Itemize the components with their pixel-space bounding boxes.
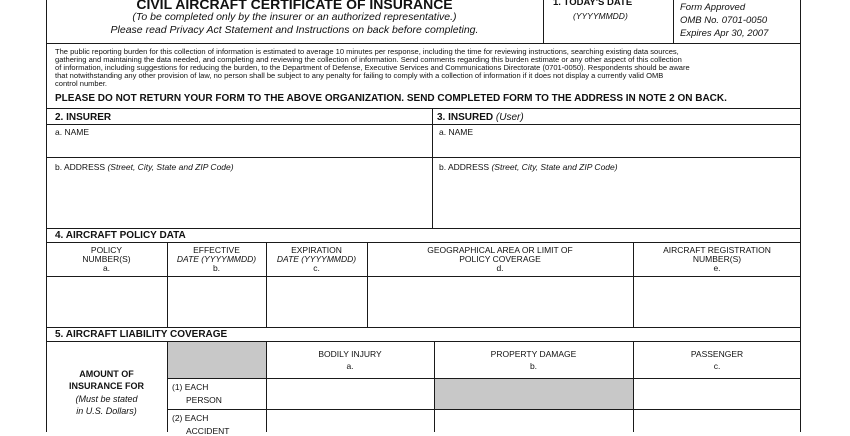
liability-heading: 5. AIRCRAFT LIABILITY COVERAGE	[55, 329, 228, 340]
section-rule	[46, 228, 801, 229]
form-left-border	[46, 0, 47, 432]
geographical-area-header: GEOGRAPHICAL AREA OR LIMIT OF	[427, 245, 573, 255]
expiration-date-header: EXPIRATION	[291, 245, 342, 255]
insured-address-label: b. ADDRESS	[439, 162, 490, 172]
expiration-date-field[interactable]	[267, 277, 366, 326]
column-letter: b.	[212, 263, 221, 273]
shaded-cell	[434, 378, 634, 410]
amount-note: in U.S. Dollars)	[76, 406, 137, 416]
bodily-injury-header: BODILY INJURY	[318, 349, 382, 359]
header-bottom-rule	[46, 43, 801, 44]
row-label-each-accident: ACCIDENT	[186, 426, 230, 436]
header-divider	[543, 0, 544, 43]
bodily-injury-each-person-field[interactable]	[267, 379, 433, 409]
row-label-each-accident: (2) EACH	[172, 413, 209, 423]
insured-address-field[interactable]	[433, 174, 800, 227]
geographical-area-header: POLICY COVERAGE	[459, 254, 541, 264]
insured-name-field[interactable]	[433, 138, 800, 156]
burden-line: of information, including suggestions for reducing the burden, to the Department of Defense, Executive Services and Communications Directorate (0701-0050). Respondents should be aware	[55, 63, 690, 72]
omb-expiration: Expires Apr 30, 2007	[680, 28, 769, 39]
burden-line: The public reporting burden for this collection of information is estimated to average 10 minutes per response, including the time for reviewing instructions, searching existing data sources,	[55, 47, 679, 56]
todays-date-field[interactable]	[548, 22, 668, 41]
policy-number-header: POLICY	[90, 245, 123, 255]
burden-line: that notwithstanding any other provision of law, no person shall be subject to any penalty for failing to comply with a collection of information if it does not display a currently valid OMB	[55, 71, 664, 80]
amount-note: (Must be stated	[75, 394, 138, 404]
column-letter: b.	[529, 361, 538, 371]
section-rule	[46, 124, 801, 125]
date-format: (YYYYMMDD)	[573, 11, 628, 21]
row-label-each-person: PERSON	[186, 395, 222, 405]
omb-approval: Form Approved	[680, 2, 746, 13]
row-label-each-person: (1) EACH	[172, 382, 209, 392]
passenger-header: PASSENGER	[690, 349, 744, 359]
bodily-injury-each-accident-field[interactable]	[267, 410, 433, 432]
insurer-name-label: a. NAME	[55, 127, 90, 137]
section-rule	[46, 242, 801, 243]
burden-line: gathering and maintaining the data needed, and completing and reviewing the collection of information. Send comments regarding this burden estimate or any other aspect of this collection	[55, 55, 682, 64]
amount-label: INSURANCE FOR	[68, 381, 144, 391]
omb-number: OMB No. 0701-0050	[680, 15, 768, 26]
policy-number-field[interactable]	[47, 277, 166, 326]
insurer-address-field[interactable]	[47, 174, 431, 227]
section-rule	[46, 341, 801, 342]
registration-number-header: NUMBER(S)	[692, 254, 742, 264]
passenger-each-accident-field[interactable]	[634, 410, 800, 432]
header-divider	[673, 0, 674, 43]
insured-heading: 3. INSURED	[437, 112, 494, 123]
insurer-address-hint: (Street, City, State and ZIP Code)	[107, 162, 234, 172]
form-instructions: Please read Privacy Act Statement and Instructions on back before completing.	[110, 24, 479, 36]
burden-line: control number.	[55, 79, 108, 88]
column-letter: c.	[713, 361, 721, 371]
form-title: CIVIL AIRCRAFT CERTIFICATE OF INSURANCE	[136, 0, 453, 12]
column-letter: a.	[346, 361, 354, 371]
insurer-heading: 2. INSURER	[55, 112, 112, 123]
return-notice: PLEASE DO NOT RETURN YOUR FORM TO THE ABOVE ORGANIZATION. SEND COMPLETED FORM TO THE ADDRESS IN NOTE 2 ON BACK.	[55, 93, 727, 104]
property-damage-each-accident-field[interactable]	[435, 410, 632, 432]
expiration-date-header: DATE (YYYYMMDD)	[276, 254, 357, 264]
geographical-area-field[interactable]	[368, 277, 632, 326]
column-letter: d.	[496, 263, 504, 273]
policy-heading: 4. AIRCRAFT POLICY DATA	[55, 230, 186, 241]
amount-label: AMOUNT OF	[79, 369, 134, 379]
section-rule	[46, 157, 801, 158]
effective-date-header: EFFECTIVE	[193, 245, 240, 255]
effective-date-header: DATE (YYYYMMDD)	[176, 254, 257, 264]
registration-number-field[interactable]	[634, 277, 800, 326]
insured-hint: (User)	[495, 112, 524, 123]
shaded-cell	[167, 341, 267, 379]
section-rule	[46, 327, 801, 328]
date-label: 1. TODAY'S DATE	[553, 0, 633, 8]
insured-name-label: a. NAME	[439, 127, 474, 137]
form-subtitle: (To be completed only by the insurer or an authorized representative.)	[132, 11, 457, 23]
policy-number-header: NUMBER(S)	[82, 254, 131, 264]
column-letter: a.	[102, 263, 111, 273]
registration-number-header: AIRCRAFT REGISTRATION	[663, 245, 771, 255]
insured-address-hint: (Street, City, State and ZIP Code)	[491, 162, 618, 172]
property-damage-header: PROPERTY DAMAGE	[490, 349, 577, 359]
insurer-name-field[interactable]	[47, 138, 431, 156]
column-letter: e.	[713, 263, 721, 273]
effective-date-field[interactable]	[168, 277, 265, 326]
form-right-border	[800, 0, 801, 432]
insurer-address-label: b. ADDRESS	[55, 162, 106, 172]
column-letter: c.	[313, 263, 320, 273]
section-rule	[46, 108, 801, 109]
passenger-each-person-field[interactable]	[634, 379, 800, 409]
